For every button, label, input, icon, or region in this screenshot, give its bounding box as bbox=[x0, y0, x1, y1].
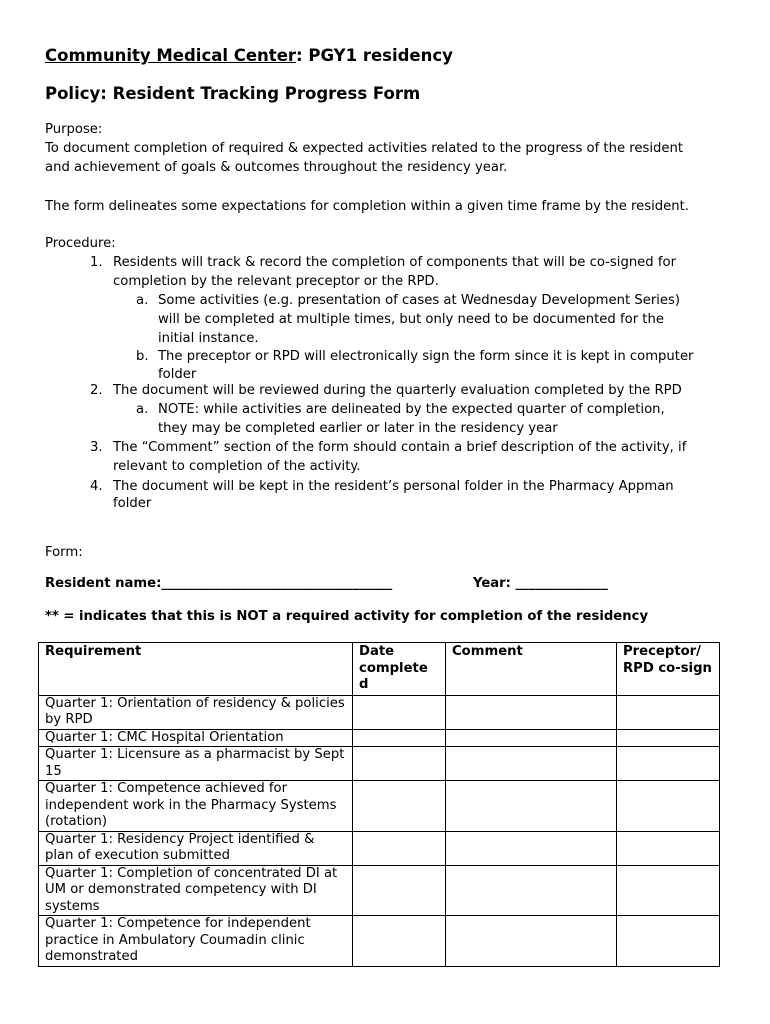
date-cell[interactable] bbox=[353, 916, 446, 967]
procedure-line: The “Comment” section of the form should contain a brief description of the activity, if bbox=[113, 440, 687, 455]
requirement-cell: Quarter 1: Completion of concentrated DI at UM or demonstrated competency with DI systems bbox=[39, 865, 353, 916]
cosign-cell[interactable] bbox=[617, 747, 720, 781]
procedure-line: will be completed at multiple times, but only need to be documented for the bbox=[158, 312, 664, 327]
procedure-line: The document will be kept in the resident’s personal folder in the Pharmacy Appman bbox=[113, 479, 674, 494]
header-requirement: Requirement bbox=[39, 643, 353, 696]
cosign-cell[interactable] bbox=[617, 781, 720, 832]
purpose-line: and achievement of goals & outcomes throughout the residency year. bbox=[45, 160, 508, 175]
cosign-cell[interactable] bbox=[617, 831, 720, 865]
procedure-line: folder bbox=[158, 367, 197, 382]
date-cell[interactable] bbox=[353, 695, 446, 729]
table-row bbox=[39, 865, 720, 916]
procedure-line: folder bbox=[113, 496, 152, 511]
comment-cell[interactable] bbox=[446, 916, 617, 967]
table-row bbox=[39, 747, 720, 781]
header-comment: Comment bbox=[446, 643, 617, 696]
table-header-row bbox=[39, 643, 720, 696]
comment-cell[interactable] bbox=[446, 695, 617, 729]
procedure-num: a. bbox=[136, 402, 149, 417]
procedure-num: 4. bbox=[90, 479, 103, 494]
comment-cell[interactable] bbox=[446, 747, 617, 781]
procedure-num: 2. bbox=[90, 383, 103, 398]
purpose-delineates: The form delineates some expectations for completion within a given time frame by the resident. bbox=[45, 199, 689, 214]
requirement-cell: Quarter 1: CMC Hospital Orientation bbox=[39, 729, 353, 747]
procedure-num: 3. bbox=[90, 440, 103, 455]
procedure-line: Some activities (e.g. presentation of cases at Wednesday Development Series) bbox=[158, 293, 681, 308]
policy-title: Policy: Resident Tracking Progress Form bbox=[45, 84, 421, 103]
table-row bbox=[39, 781, 720, 832]
date-cell[interactable] bbox=[353, 831, 446, 865]
procedure-line: they may be completed earlier or later in the residency year bbox=[158, 421, 558, 436]
procedure-line: The document will be reviewed during the quarterly evaluation completed by the RPD bbox=[113, 383, 682, 398]
comment-cell[interactable] bbox=[446, 729, 617, 747]
purpose-line: To document completion of required & expected activities related to the progress of the resident bbox=[45, 141, 684, 156]
date-cell[interactable] bbox=[353, 729, 446, 747]
date-cell[interactable] bbox=[353, 781, 446, 832]
procedure-line: initial instance. bbox=[158, 331, 259, 346]
table-row bbox=[39, 831, 720, 865]
table-row bbox=[39, 729, 720, 747]
procedure-line: Residents will track & record the completion of components that will be co-signed for bbox=[113, 255, 676, 270]
procedure-num: a. bbox=[136, 293, 149, 308]
requirement-cell: Quarter 1: Licensure as a pharmacist by Sept 15 bbox=[39, 747, 353, 781]
procedure-line: NOTE: while activities are delineated by the expected quarter of completion, bbox=[158, 402, 665, 417]
procedure-line: completion by the relevant preceptor or the RPD. bbox=[113, 274, 439, 289]
resident-name-field[interactable]: Resident name:___________________________________ bbox=[45, 576, 393, 591]
procedure-label: Procedure: bbox=[45, 236, 116, 251]
header-date-completed: Date complete d bbox=[353, 643, 446, 696]
org-name: Community Medical Center bbox=[45, 46, 297, 65]
document-title bbox=[45, 46, 453, 65]
program-name: : PGY1 residency bbox=[296, 46, 453, 65]
requirement-cell: Quarter 1: Competence achieved for independent work in the Pharmacy Systems (rotation) bbox=[39, 781, 353, 832]
cosign-cell[interactable] bbox=[617, 916, 720, 967]
header-preceptor-cosign: Preceptor/ RPD co-sign bbox=[617, 643, 720, 696]
table-row bbox=[39, 695, 720, 729]
procedure-line: The preceptor or RPD will electronically sign the form since it is kept in computer bbox=[158, 349, 694, 364]
comment-cell[interactable] bbox=[446, 831, 617, 865]
not-required-note: ** = indicates that this is NOT a required activity for completion of the residency bbox=[45, 609, 649, 624]
cosign-cell[interactable] bbox=[617, 695, 720, 729]
comment-cell[interactable] bbox=[446, 781, 617, 832]
date-cell[interactable] bbox=[353, 747, 446, 781]
purpose-label: Purpose: bbox=[45, 122, 103, 137]
progress-table bbox=[38, 642, 720, 967]
procedure-num: 1. bbox=[90, 255, 103, 270]
requirement-cell: Quarter 1: Orientation of residency & policies by RPD bbox=[39, 695, 353, 729]
date-cell[interactable] bbox=[353, 865, 446, 916]
requirement-cell: Quarter 1: Residency Project identified & plan of execution submitted bbox=[39, 831, 353, 865]
procedure-num: b. bbox=[136, 349, 149, 364]
cosign-cell[interactable] bbox=[617, 729, 720, 747]
procedure-line: relevant to completion of the activity. bbox=[113, 459, 361, 474]
form-label: Form: bbox=[45, 545, 83, 560]
cosign-cell[interactable] bbox=[617, 865, 720, 916]
year-field[interactable]: Year: ______________ bbox=[473, 576, 608, 591]
table-row bbox=[39, 916, 720, 967]
requirement-cell: Quarter 1: Competence for independent practice in Ambulatory Coumadin clinic demonstrated bbox=[39, 916, 353, 967]
comment-cell[interactable] bbox=[446, 865, 617, 916]
